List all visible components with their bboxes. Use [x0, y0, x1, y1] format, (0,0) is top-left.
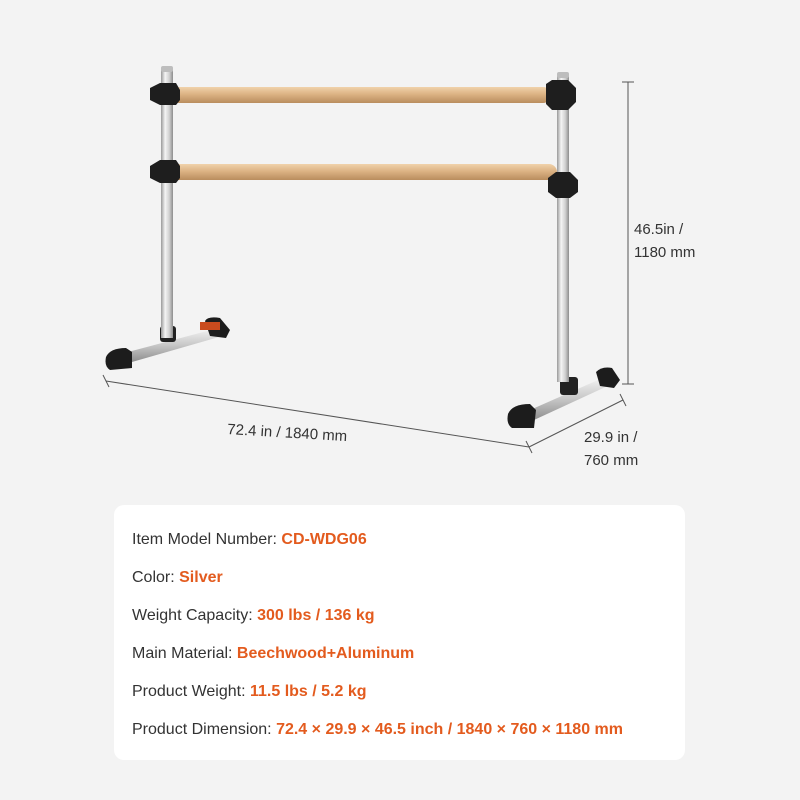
depth-dimension-line1: 29.9 in / — [584, 429, 638, 446]
spec-value: 72.4 × 29.9 × 46.5 inch / 1840 × 760 × 1180 mm — [276, 721, 623, 738]
spec-label: Main Material: — [132, 645, 237, 662]
spec-row-dimension — [132, 721, 623, 739]
spec-row-product-weight — [132, 683, 367, 701]
spec-label: Item Model Number: — [132, 531, 282, 548]
right-upright-post — [557, 76, 569, 382]
upper-wooden-bar — [171, 87, 551, 103]
depth-dimension-line2: 760 mm — [584, 452, 639, 469]
spec-row-model — [132, 531, 367, 549]
spec-card — [114, 505, 685, 760]
length-dimension-label: 72.4 in / 1840 mm — [226, 420, 348, 446]
height-dimension-line1: 46.5in / — [634, 221, 684, 238]
spec-label: Weight Capacity: — [132, 607, 258, 624]
lower-wooden-bar — [171, 164, 557, 180]
depth-dimension-label — [584, 426, 638, 472]
spec-row-weight-capacity — [132, 607, 375, 625]
spec-value: 300 lbs / 136 kg — [257, 607, 375, 624]
dimension-lines — [103, 82, 634, 453]
spec-value: CD-WDG06 — [281, 531, 367, 548]
spec-row-material — [132, 645, 414, 663]
spec-value: Silver — [179, 569, 223, 586]
spec-row-color — [132, 569, 223, 587]
spec-label: Product Dimension: — [132, 721, 277, 738]
height-dimension-line2: 1180 mm — [634, 244, 696, 261]
spec-label: Product Weight: — [132, 683, 250, 700]
spec-label: Color: — [132, 569, 180, 586]
height-dimension-label — [634, 218, 695, 264]
spec-value: Beechwood+Aluminum — [236, 645, 415, 662]
spec-value: 11.5 lbs / 5.2 kg — [249, 683, 367, 700]
left-upright-post — [161, 70, 173, 338]
